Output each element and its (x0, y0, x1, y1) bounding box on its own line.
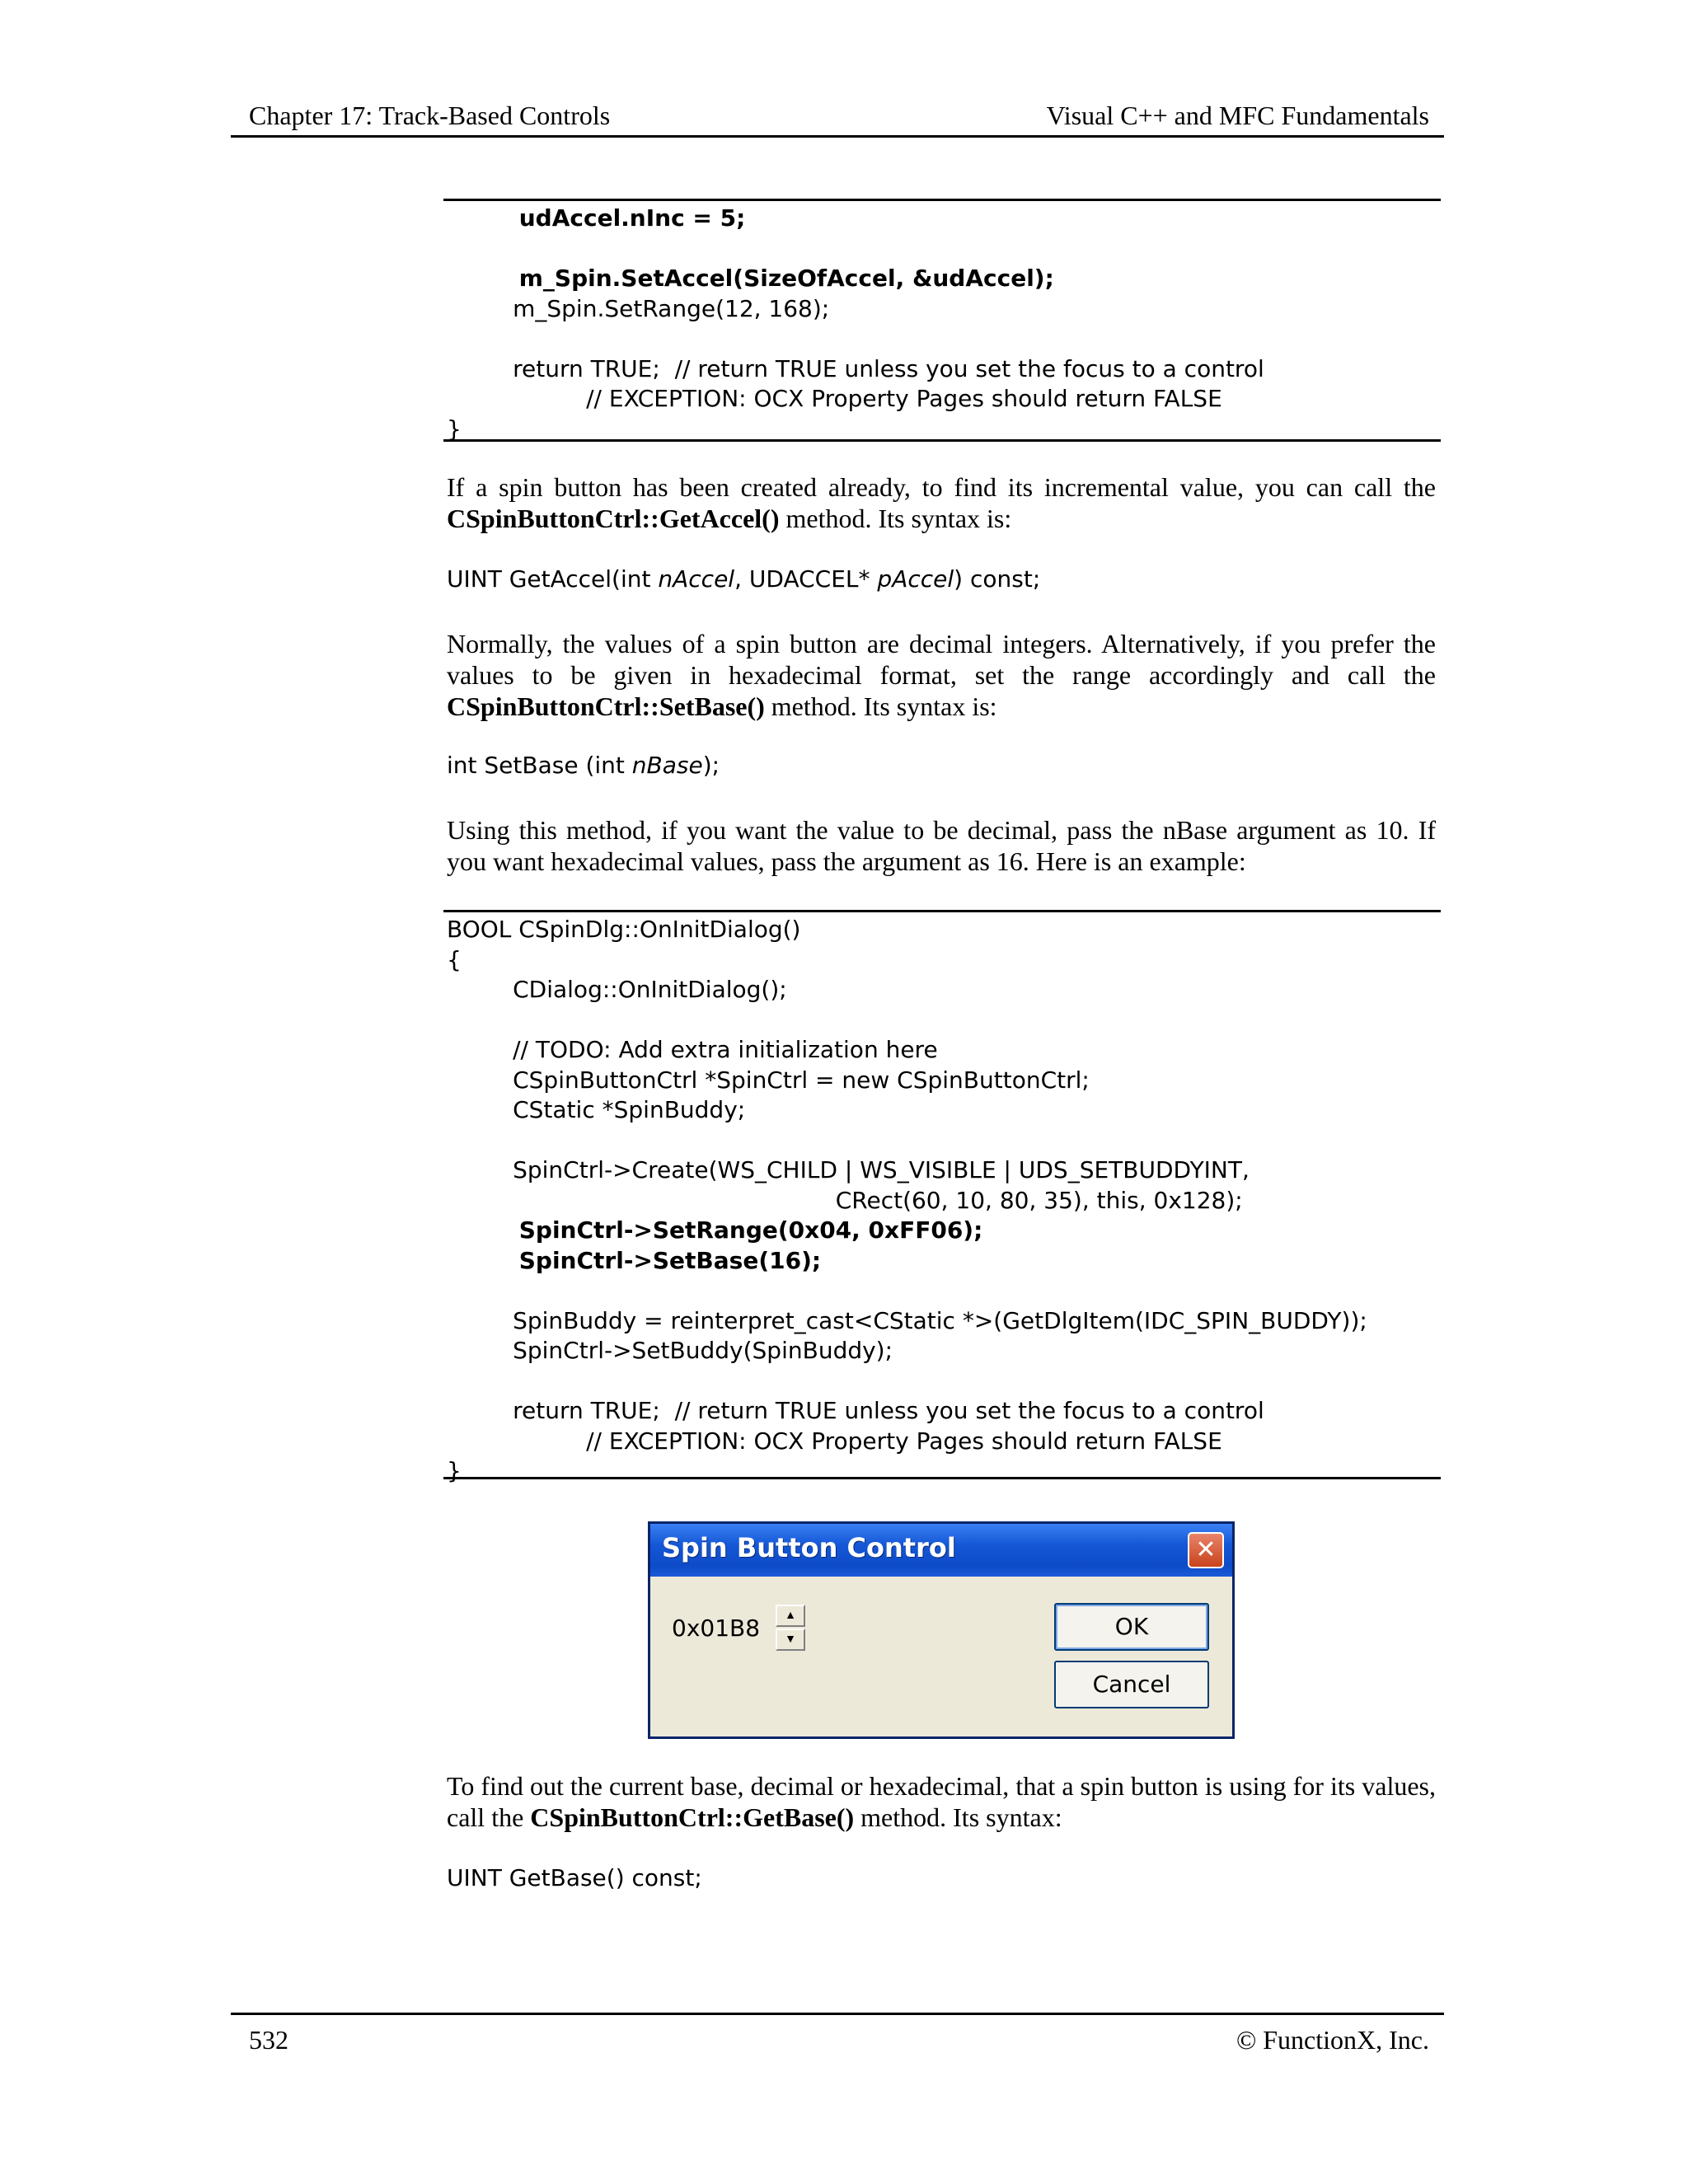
syntax-getaccel (447, 565, 1040, 593)
paragraph-text: method. Its syntax is: (764, 691, 997, 721)
code-line: { (447, 945, 462, 973)
method-name: CSpinButtonCtrl::GetAccel() (447, 504, 780, 533)
paragraph-text: method. Its syntax is: (779, 504, 1012, 533)
method-name: CSpinButtonCtrl::SetBase() (447, 691, 765, 721)
paragraph-text: Normally, the values of a spin button are decimal integers. Alternatively, if you prefer the values to be given in hexadecimal format, set the range accordingly and call the (447, 629, 1436, 690)
code-line: } (447, 415, 462, 443)
syntax-setbase (447, 752, 720, 779)
code-line: BOOL CSpinDlg::OnInitDialog() (447, 916, 801, 943)
code-line (447, 234, 1436, 265)
book-title: Visual C++ and MFC Fundamentals (1046, 101, 1429, 130)
code-line: udAccel.nInc = 5; (447, 204, 746, 232)
spin-button-dialog (648, 1521, 1235, 1739)
code-rule-bottom (443, 439, 1441, 442)
spin-down-arrow-icon[interactable]: ▼ (776, 1629, 805, 1651)
page-header (231, 97, 1444, 138)
spin-buddy-value: 0x01B8 (672, 1615, 761, 1642)
syntax-part: UINT GetBase() const; (447, 1864, 702, 1891)
code-line: SpinCtrl->SetBuddy(SpinBuddy); (447, 1337, 893, 1364)
syntax-param: nAccel (658, 565, 735, 593)
code-line: CRect(60, 10, 80, 35), this, 0x128); (447, 1186, 1243, 1214)
code-line (447, 1126, 1436, 1156)
code-line: SpinCtrl->SetBase(16); (447, 1246, 822, 1274)
paragraph-text: method. Its syntax: (854, 1802, 1062, 1832)
code-line: m_Spin.SetRange(12, 168); (447, 294, 830, 322)
syntax-param: nBase (631, 752, 703, 779)
paragraph-setbase (447, 628, 1436, 722)
code-line: SpinCtrl->Create(WS_CHILD | WS_VISIBLE | UDS_SETBUDDYINT, (447, 1156, 1250, 1183)
dialog-titlebar[interactable] (650, 1524, 1232, 1577)
paragraph-example-intro (447, 814, 1436, 877)
syntax-part: , UDACCEL* (734, 565, 878, 593)
code-rule-top (443, 910, 1441, 912)
code-rule-bottom (443, 1477, 1441, 1479)
code-block-1 (447, 204, 1436, 444)
code-block-2 (447, 915, 1436, 1487)
chapter-title: Chapter 17: Track-Based Controls (249, 101, 611, 130)
ok-button[interactable]: OK (1054, 1603, 1209, 1651)
close-icon[interactable]: ✕ (1188, 1532, 1224, 1568)
method-name: CSpinButtonCtrl::GetBase() (530, 1802, 855, 1832)
page-footer (231, 2013, 1444, 2055)
code-line: m_Spin.SetAccel(SizeOfAccel, &udAccel); (447, 265, 1054, 292)
code-line: return TRUE; // return TRUE unless you set the focus to a control (447, 1397, 1264, 1424)
paragraph-text: If a spin button has been created already, to find its incremental value, you can call the (447, 472, 1436, 502)
code-line (447, 1276, 1436, 1306)
spin-button[interactable] (776, 1605, 809, 1654)
paragraph-getbase (447, 1770, 1436, 1833)
code-line: // EXCEPTION: OCX Property Pages should return FALSE (447, 1427, 1222, 1455)
code-line: } (447, 1457, 462, 1484)
code-line: return TRUE; // return TRUE unless you set the focus to a control (447, 354, 1264, 382)
page-number: 532 (249, 2025, 288, 2055)
copyright: © FunctionX, Inc. (1236, 2025, 1429, 2055)
syntax-part: UINT GetAccel(int (447, 565, 659, 593)
syntax-param: pAccel (877, 565, 954, 593)
code-line (447, 1366, 1436, 1397)
code-rule-top (443, 199, 1441, 201)
dialog-title: Spin Button Control (662, 1532, 956, 1563)
code-line: CDialog::OnInitDialog(); (447, 976, 787, 1003)
spin-up-arrow-icon[interactable]: ▲ (776, 1605, 805, 1627)
cancel-button[interactable]: Cancel (1054, 1661, 1209, 1708)
syntax-part: int SetBase (int (447, 752, 632, 779)
syntax-part: ); (702, 752, 720, 779)
code-line: // TODO: Add extra initialization here (447, 1036, 938, 1063)
code-line (447, 324, 1436, 354)
paragraph-text: Using this method, if you want the value to be decimal, pass the nBase argument as 10. If you want hexadecimal values, pass the argument as 16. Here is an example: (447, 815, 1436, 876)
paragraph-text: To find out the current base, decimal or hexadecimal, that a spin button is using for its values, call the (447, 1771, 1436, 1832)
code-line: CStatic *SpinBuddy; (447, 1096, 746, 1123)
code-line: // EXCEPTION: OCX Property Pages should return FALSE (447, 385, 1222, 412)
code-line: SpinCtrl->SetRange(0x04, 0xFF06); (447, 1216, 983, 1244)
syntax-part: ) const; (954, 565, 1041, 593)
code-line: SpinBuddy = reinterpret_cast<CStatic *>(GetDlgItem(IDC_SPIN_BUDDY)); (447, 1306, 1367, 1334)
syntax-getbase (447, 1864, 702, 1891)
paragraph-getaccel (447, 471, 1436, 534)
code-line (447, 1005, 1436, 1036)
code-line: CSpinButtonCtrl *SpinCtrl = new CSpinButtonCtrl; (447, 1066, 1090, 1094)
